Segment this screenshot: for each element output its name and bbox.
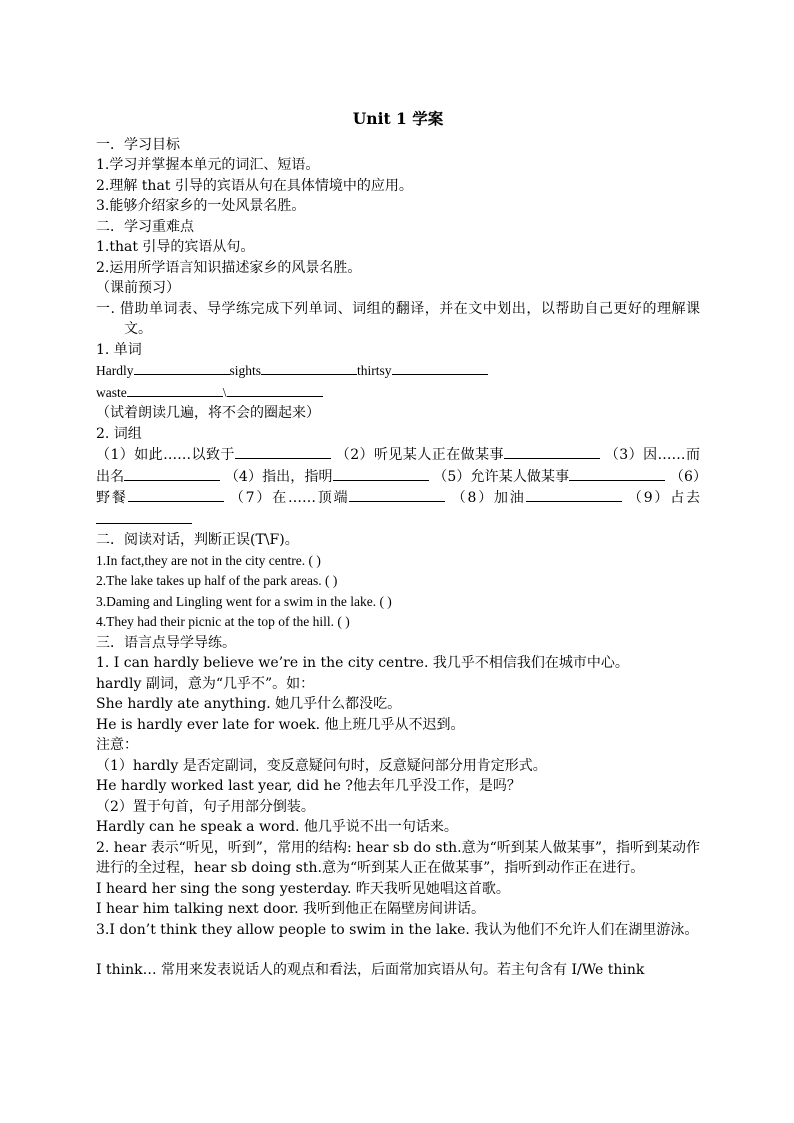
note-2: （2）置于句首，句子用部分倒装。	[96, 798, 315, 815]
word-thirtsy: thirtsy	[357, 363, 392, 378]
word-sights: sights	[229, 363, 262, 378]
blank-line[interactable]	[128, 487, 224, 502]
phrase-9: （9）占去	[627, 490, 701, 506]
blank-line[interactable]	[261, 360, 357, 375]
phrase-6: （6）野餐	[96, 468, 700, 506]
tf-item-3: 3.Daming and Lingling went for a swim in the lake. ( )	[96, 593, 392, 609]
word-hardly: Hardly	[96, 363, 134, 378]
phrase-1: （1）如此……以致于	[96, 447, 235, 463]
hear-example-2: I hear him talking next door. 我听到他正在隔壁房间讲话。	[96, 901, 485, 917]
tf-item-4: 4.They had their picnic at the top of the hill. ( )	[96, 614, 350, 629]
phrase-2: （2）听见某人正在做某事	[335, 447, 504, 463]
note-2-example: Hardly can he speak a word. 他几乎说不出一句话来。	[96, 819, 458, 835]
phrase-3: （3）因……而出名	[96, 447, 700, 485]
tf-item-1: 1.In fact,they are not in the city centre. ( )	[96, 552, 321, 568]
blank-line[interactable]	[349, 487, 445, 502]
words-heading: 1. 单词	[96, 341, 142, 358]
hardly-definition: hardly 副词，意为“几乎不”。如：	[96, 675, 315, 692]
word-slash: \	[222, 384, 227, 400]
hear-example-1: I heard her sing the song yesterday. 昨天我听见她唱这首歌。	[96, 880, 510, 897]
key-point-2: 2.运用所学语言知识描述家乡的风景名胜。	[96, 259, 362, 276]
blank-line[interactable]	[96, 509, 192, 524]
i-think-explanation: I think… 常用来发表说话人的观点和看法，后面常加宾语从句。若主句含有 I/We think	[96, 962, 645, 978]
blank-line[interactable]	[134, 360, 230, 375]
phrases-block	[96, 444, 700, 530]
blank-line[interactable]	[124, 466, 220, 481]
language-points-heading: 三．语言点导学导练。	[96, 634, 236, 651]
phrase-7: （7）在……顶端	[229, 490, 350, 506]
blank-line[interactable]	[227, 382, 323, 397]
note-1-example: He hardly worked last year, did he ?他去年几乎没工作，是吗？	[96, 778, 521, 794]
blank-line[interactable]	[235, 444, 331, 459]
hardly-example-1: She hardly ate anything. 她几乎什么都没吃。	[96, 696, 402, 712]
phrase-8: （8）加油	[451, 490, 526, 506]
reading-heading: 二．阅读对话，判断正误(T\F)。	[96, 532, 299, 548]
blank-line[interactable]	[526, 487, 622, 502]
word-waste: waste	[96, 384, 127, 400]
goal-1: 1.学习并掌握本单元的词汇、短语。	[96, 157, 320, 173]
language-point-1: 1. I can hardly believe we’re in the city centre. 我几乎不相信我们在城市中心。	[96, 655, 629, 671]
blank-line[interactable]	[569, 466, 665, 481]
phrase-4: （4）指出，指明	[224, 468, 333, 485]
words-note: （试着朗读几遍，将不会的圈起来）	[96, 405, 320, 421]
hardly-example-2: He is hardly ever late for woek. 他上班几乎从不迟到。	[96, 716, 465, 733]
blank-line[interactable]	[127, 382, 223, 397]
note-label: 注意：	[96, 737, 138, 753]
phrases-heading: 2. 词组	[96, 425, 142, 442]
spacer	[96, 940, 700, 960]
tf-item-2: 2.The lake takes up half of the park areas. ( )	[96, 573, 338, 588]
blank-line[interactable]	[333, 466, 429, 481]
note-1: （1）hardly 是否定副词，变反意疑问句时，反意疑问部分用肯定形式。	[96, 757, 547, 774]
goals-heading: 一．学习目标	[96, 136, 180, 153]
task-1-instruction: 一. 借助单词表、导学练完成下列单词、词组的翻译，并在文中划出，以帮助自己更好的理解课文。	[96, 300, 700, 337]
words-row-2	[96, 382, 700, 404]
blank-line[interactable]	[392, 360, 488, 375]
worksheet-page	[96, 100, 700, 981]
words-row-1	[96, 360, 700, 382]
key-points-heading: 二．学习重难点	[96, 218, 194, 235]
phrase-5: （5）允许某人做某事	[433, 468, 570, 485]
page-title: Unit 1 学案	[352, 109, 444, 128]
goal-3: 3.能够介绍家乡的一处风景名胜。	[96, 198, 306, 214]
language-point-3: 3.I don’t think they allow people to swim in the lake. 我认为他们不允许人们在湖里游泳。	[96, 921, 699, 938]
preview-label: （课前预习）	[96, 280, 180, 296]
goal-2: 2.理解 that 引导的宾语从句在具体情境中的应用。	[96, 177, 413, 194]
blank-line[interactable]	[504, 444, 600, 459]
language-point-2: 2. hear 表示“听见，听到”，常用的结构: hear sb do sth.意为“听到某人做某事”，指听到某动作进行的全过程，hear sb doing sth.意为“听到某人正在做某事”，指听到动作正在进行。	[96, 839, 700, 876]
key-point-1: 1.that 引导的宾语从句。	[96, 239, 255, 255]
